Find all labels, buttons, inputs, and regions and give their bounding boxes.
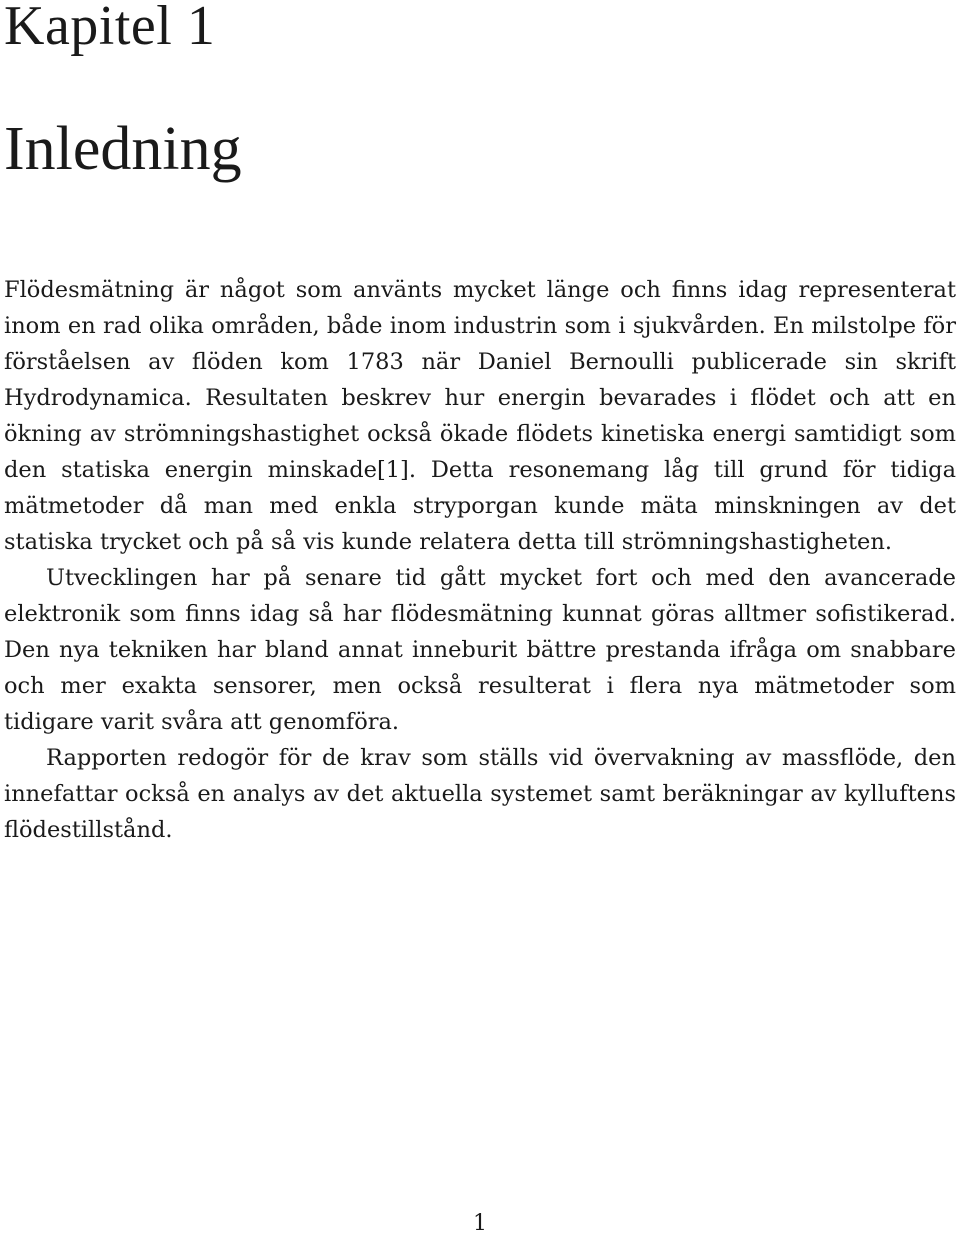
paragraph-3: Rapporten redogör för de krav som ställs vid övervakning av massflöde, den innefattar också en analys av det aktuella systemet samt beräkningar av kylluftens flödestillstånd.	[4, 745, 956, 843]
paragraph-1: Flödesmätning är något som använts mycket länge och finns idag representerat inom en rad olika områden, både inom industrin som i sjukvården. En milstolpe för förståelsen av flöden kom 1783 när Daniel Bernoulli publicerade sin skrift Hydrodynamica. Resultaten beskrev hur energin bevarades i flödet och att en ökning av strömningshastighet också ökade flödets kinetiska energi samtidigt som den statiska energin minskade[1]. Detta resonemang låg till grund för tidiga mätmetoder då man med enkla stryporgan kunde mäta minskningen av det statiska trycket och på så vis kunde relatera detta till strömningshastigheten.	[4, 277, 956, 555]
body-text	[4, 272, 956, 848]
page-number: 1	[473, 1211, 487, 1236]
paragraph-2: Utvecklingen har på senare tid gått mycket fort och med den avancerade elektronik som finns idag så har flödesmätning kunnat göras alltmer sofistikerad. Den nya tekniken har bland annat inneburit bättre prestanda ifråga om snabbare och mer exakta sensorer, men också resulterat i flera nya mätmetoder som tidigare varit svåra att genomföra.	[4, 565, 956, 735]
chapter-title: Inledning	[4, 115, 242, 183]
chapter-label: Kapitel 1	[4, 0, 216, 57]
